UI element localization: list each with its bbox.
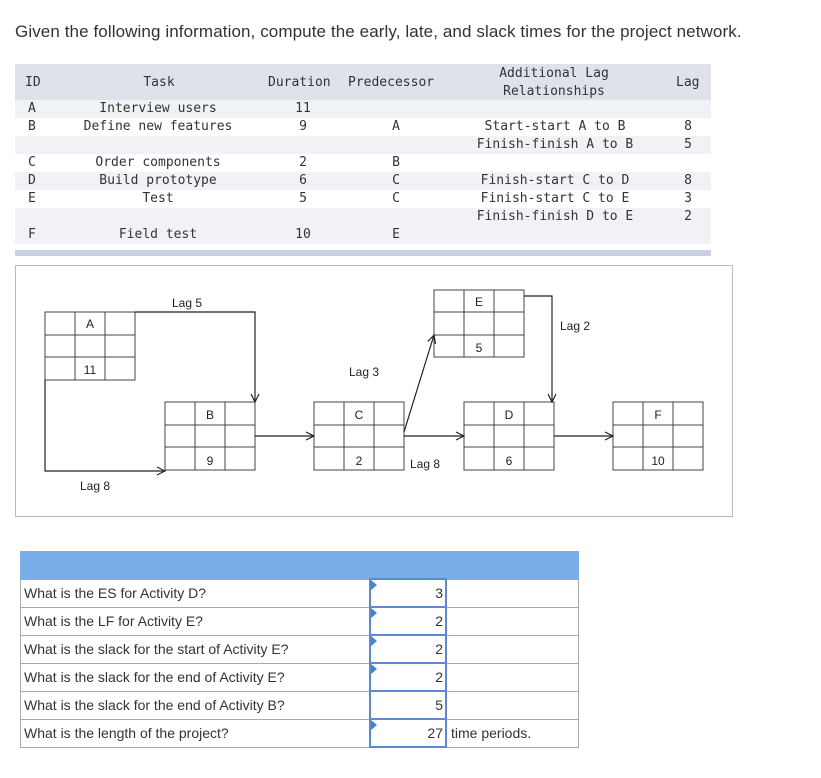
node-b-label: B (205, 408, 215, 422)
question-text: What is the slack for the start of Activity E? (21, 635, 371, 663)
lag-label-d-to-e: Lag 2 (560, 319, 591, 333)
node-a-duration: 11 (83, 363, 97, 377)
lag-relationship: Finish-start C to E (480, 191, 630, 206)
lag-relationship: Finish-start C to D (480, 173, 630, 188)
node-e-label: E (474, 295, 484, 309)
header-lag-relationships-line2: Relationships (503, 84, 605, 99)
row-duration: 9 (299, 119, 307, 134)
lag-value: 8 (684, 173, 692, 188)
header-id: ID (25, 75, 41, 90)
problem-prompt: Given the following information, compute the early, late, and slack times for the project network. (15, 22, 742, 41)
row-task: Order components (95, 155, 221, 170)
row-duration: 5 (299, 191, 307, 206)
lag-label-c-to-d: Lag 8 (410, 457, 441, 471)
answer-field-slack-start-e[interactable]: 2 (370, 635, 446, 663)
answer-field-slack-end-b[interactable]: 5 (370, 691, 446, 719)
header-lag: Lag (676, 75, 700, 90)
arrow-c-to-e (404, 335, 434, 432)
answer-flag-icon (371, 664, 377, 674)
row-id: A (28, 101, 36, 116)
header-task: Task (143, 75, 175, 90)
row-id: C (28, 155, 36, 170)
answer-flag-icon (371, 636, 377, 646)
answer-field-es-d[interactable]: 3 (370, 579, 446, 607)
node-e-duration: 5 (475, 341, 483, 355)
lag-value: 5 (684, 137, 692, 152)
question-text: What is the ES for Activity D? (21, 579, 371, 607)
answer-field-slack-end-e[interactable]: 2 (370, 663, 446, 691)
answer-flag-icon (371, 580, 377, 590)
header-duration: Duration (268, 75, 331, 90)
row-id: F (28, 227, 36, 242)
lag-value: 8 (684, 119, 692, 134)
arrow-a-to-b-finish-finish (135, 312, 255, 402)
row-duration: 11 (295, 101, 311, 116)
table-row (21, 691, 579, 719)
lag-relationship: Start-start A to B (484, 119, 626, 134)
node-d-duration: 6 (505, 454, 513, 468)
question-text: What is the LF for Activity E? (21, 607, 371, 635)
lag-relationship: Finish-finish D to E (476, 209, 634, 224)
node-a-label: A (85, 317, 95, 331)
node-b-duration: 9 (206, 454, 214, 468)
row-task: Field test (118, 227, 198, 242)
row-id: E (28, 191, 36, 206)
row-predecessor: B (392, 155, 400, 170)
question-text: What is the slack for the end of Activity B? (21, 691, 371, 719)
question-text: What is the slack for the end of Activity E? (21, 663, 371, 691)
row-task: Define new features (83, 119, 233, 134)
answers-table (20, 551, 579, 748)
answer-flag-icon (371, 608, 377, 618)
table-row (21, 579, 579, 607)
node-f-duration: 10 (651, 454, 665, 468)
activity-info-table (15, 64, 711, 258)
table-row (21, 719, 579, 747)
node-c-label: C (354, 408, 364, 422)
lag-label-a-to-b-ss: Lag 8 (80, 479, 111, 493)
question-text: What is the length of the project? (21, 719, 371, 747)
table-bottom-rule (15, 250, 711, 256)
answer-flag-icon (371, 720, 377, 730)
table-row (21, 635, 579, 663)
node-f-label: F (654, 408, 662, 422)
row-duration: 10 (295, 227, 311, 242)
answers-header (21, 552, 579, 580)
node-d-label: D (504, 408, 514, 422)
network-diagram (15, 265, 733, 517)
arrow-e-to-d-finish-finish (524, 296, 552, 402)
answer-unit: time periods. (446, 719, 579, 747)
lag-label-a-to-b-ff: Lag 5 (172, 296, 203, 310)
lag-label-c-to-e: Lag 3 (349, 365, 380, 379)
header-lag-relationships-line1: Additional Lag (499, 66, 609, 81)
row-duration: 6 (299, 173, 307, 188)
node-c-duration: 2 (355, 454, 363, 468)
row-predecessor: C (392, 173, 400, 188)
row-task: Interview users (99, 101, 217, 116)
answer-field-project-length[interactable]: 27 (370, 719, 446, 747)
row-predecessor: C (392, 191, 400, 206)
row-predecessor: A (392, 119, 400, 134)
row-task: Build prototype (99, 173, 217, 188)
row-duration: 2 (299, 155, 307, 170)
row-task: Test (142, 191, 174, 206)
table-row (21, 663, 579, 691)
lag-relationship: Finish-finish A to B (476, 137, 634, 152)
header-predecessor: Predecessor (348, 75, 435, 90)
row-id: B (28, 119, 36, 134)
row-predecessor: E (392, 227, 400, 242)
table-row (21, 607, 579, 635)
lag-value: 3 (684, 191, 692, 206)
row-id: D (28, 173, 36, 188)
lag-value: 2 (684, 209, 692, 224)
arrow-a-to-b-start-start (45, 380, 165, 471)
answer-field-lf-e[interactable]: 2 (370, 607, 446, 635)
